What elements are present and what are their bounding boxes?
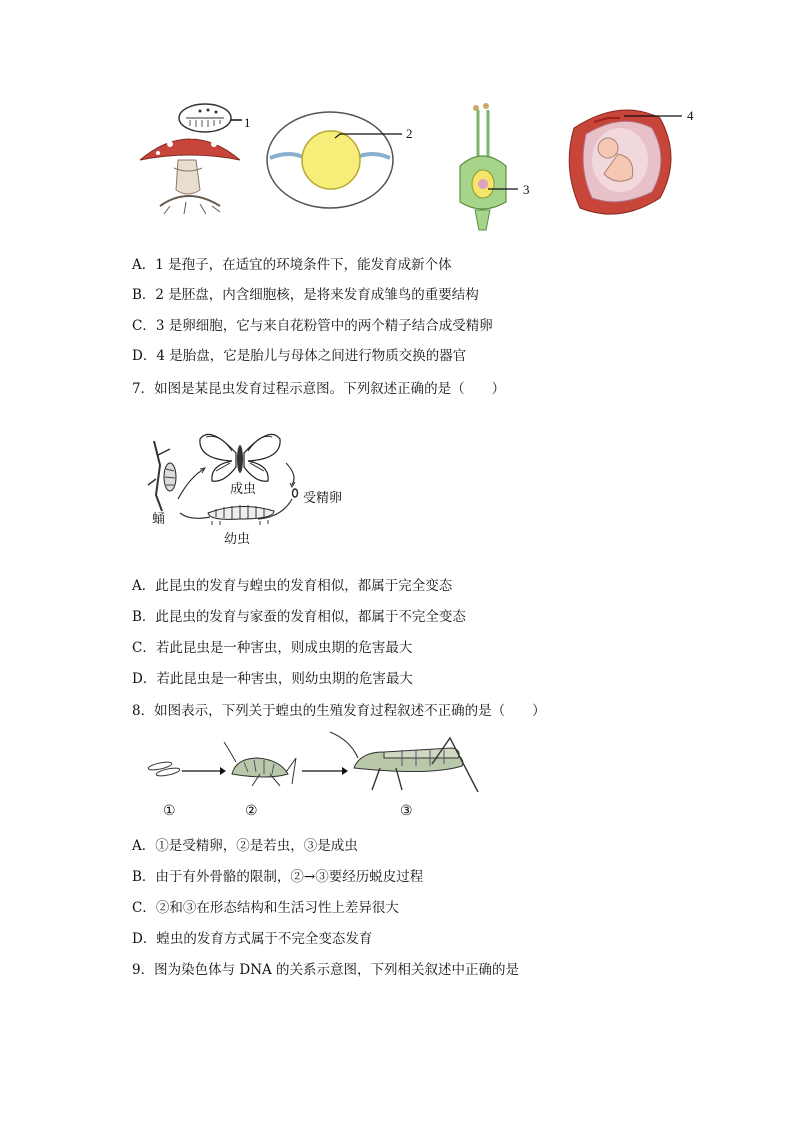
q7-option-d: D．若此昆虫是一种害虫，则幼虫期的危害最大 xyxy=(132,671,413,687)
q8-stem: 8．如图表示，下列关于蝗虫的生殖发育过程叙述不正确的是（ ） xyxy=(132,703,546,719)
label-stage-3: ③ xyxy=(400,804,413,819)
label-4: 4 xyxy=(687,108,694,123)
q6-option-a: A．1 是孢子，在适宜的环境条件下，能发育成新个体 xyxy=(132,257,452,273)
pupa-illustration xyxy=(148,441,176,511)
pistil-illustration xyxy=(460,103,518,230)
label-1: 1 xyxy=(244,115,251,130)
q8-option-c: C．②和③在形态结构和生活习性上差异很大 xyxy=(132,900,399,916)
figure-organisms xyxy=(130,98,710,238)
q6-option-d: D．4 是胎盘，它是胎儿与母体之间进行物质交换的器官 xyxy=(132,348,467,364)
q7-option-a: A．此昆虫的发育与蝗虫的发育相似，都属于完全变态 xyxy=(132,578,453,594)
adult-locust-illustration xyxy=(330,732,478,792)
figure-locust-cycle xyxy=(140,728,490,803)
label-adult: 成虫 xyxy=(230,482,257,497)
label-stage-1: ① xyxy=(163,804,176,819)
label-larva: 幼虫 xyxy=(224,532,251,547)
label-3: 3 xyxy=(523,182,530,197)
mushroom-illustration xyxy=(140,104,242,214)
label-stage-2: ② xyxy=(245,804,258,819)
q6-option-c: C．3 是卵细胞，它与来自花粉管中的两个精子结合成受精卵 xyxy=(132,318,493,334)
q7-stem: 7．如图是某昆虫发育过程示意图。下列叙述正确的是（ ） xyxy=(132,381,506,397)
egg-illustration xyxy=(267,112,402,208)
q6-option-b: B．2 是胚盘，内含细胞核，是将来发育成雏鸟的重要结构 xyxy=(132,287,479,303)
label-2: 2 xyxy=(406,126,413,141)
label-egg: 受精卵 xyxy=(303,491,343,506)
larva-illustration xyxy=(208,505,274,525)
q8-option-d: D．蝗虫的发育方式属于不完全变态发育 xyxy=(132,931,373,947)
q7-option-b: B．此昆虫的发育与家蚕的发育相似，都属于不完全变态 xyxy=(132,609,466,625)
q7-option-c: C．若此昆虫是一种害虫，则成虫期的危害最大 xyxy=(132,640,413,656)
butterfly-illustration xyxy=(200,434,280,481)
q8-option-a: A．①是受精卵，②是若虫，③是成虫 xyxy=(132,838,358,854)
q8-option-b: B．由于有外骨骼的限制，②→③要经历蜕皮过程 xyxy=(132,869,424,885)
nymph-illustration xyxy=(224,742,296,786)
fetus-illustration xyxy=(569,110,682,214)
locust-eggs-illustration xyxy=(148,761,181,778)
label-pupa: 蛹 xyxy=(152,512,166,527)
q9-stem: 9．图为染色体与 DNA 的关系示意图，下列相关叙述中正确的是 xyxy=(132,962,520,978)
egg-icon xyxy=(293,489,298,497)
